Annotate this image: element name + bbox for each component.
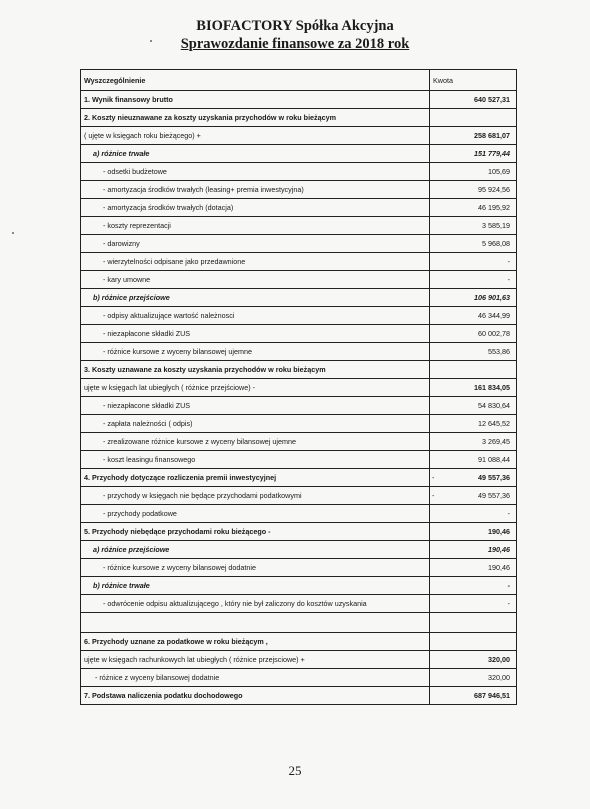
table-row: [81, 505, 517, 523]
row-amount: - 49 557,36: [430, 487, 517, 505]
row-amount: -: [430, 595, 517, 613]
table-row: [81, 651, 517, 669]
table-row: [81, 613, 517, 633]
row-label: ujęte w księgach rachunkowych lat ubiegłych ( różnice przejsciowe) +: [81, 651, 430, 669]
row-amount: 12 645,52: [430, 415, 517, 433]
row-amount: [430, 633, 517, 651]
row-label: - przychody podatkowe: [81, 505, 430, 523]
row-amount: 105,69: [430, 163, 517, 181]
table-row: [81, 163, 517, 181]
row-label: 3. Koszty uznawane za koszty uzyskania przychodów w roku bieżącym: [81, 361, 430, 379]
row-label: b) różnice trwałe: [81, 577, 430, 595]
table-row: [81, 253, 517, 271]
row-label: b) różnice przejściowe: [81, 289, 430, 307]
table-row: [81, 127, 517, 145]
row-label: - zrealizowane różnice kursowe z wyceny bilansowej ujemne: [81, 433, 430, 451]
row-amount: 5 968,08: [430, 235, 517, 253]
row-amount: 46 344,99: [430, 307, 517, 325]
row-label: - niezapłacone składki ZUS: [81, 397, 430, 415]
row-label: 6. Przychody uznane za podatkowe w roku bieżącym ,: [81, 633, 430, 651]
table-row: [81, 669, 517, 687]
row-amount: 151 779,44: [430, 145, 517, 163]
table-row: [81, 217, 517, 235]
document-title: Sprawozdanie finansowe za 2018 rok: [180, 36, 410, 52]
row-label: 7. Podstawa naliczenia podatku dochodowego: [81, 687, 430, 705]
row-amount: 553,86: [430, 343, 517, 361]
row-amount: -: [430, 253, 517, 271]
row-label: - amortyzacja środków trwałych (dotacja): [81, 199, 430, 217]
row-amount: -: [430, 505, 517, 523]
row-label: [81, 613, 430, 633]
row-amount: 3 269,45: [430, 433, 517, 451]
row-label: 4. Przychody dotyczące rozliczenia premii inwestycyjnej: [81, 469, 430, 487]
row-amount: 190,46: [430, 541, 517, 559]
row-amount: - 49 557,36: [430, 469, 517, 487]
column-header-label: Wyszczególnienie: [81, 70, 430, 91]
row-label: - darowizny: [81, 235, 430, 253]
table-row: [81, 235, 517, 253]
scan-speck: [12, 232, 14, 234]
tax-reconciliation-table: [80, 69, 517, 705]
page-number: 25: [288, 763, 302, 778]
row-label: ujęte w księgach lat ubiegłych ( różnice przejściowe) -: [81, 379, 430, 397]
row-amount: [430, 613, 517, 633]
table-row: [81, 109, 517, 127]
row-label: - niezapłacone składki ZUS: [81, 325, 430, 343]
row-amount: [430, 361, 517, 379]
table-row: [81, 91, 517, 109]
table-row: [81, 307, 517, 325]
row-label: - koszty reprezentacji: [81, 217, 430, 235]
table-row: [81, 469, 517, 487]
row-amount: 687 946,51: [430, 687, 517, 705]
row-label: a) różnice przejściowe: [81, 541, 430, 559]
row-amount: [430, 109, 517, 127]
column-header-amount: Kwota: [430, 70, 517, 91]
row-label: - różnice z wyceny bilansowej dodatnie: [81, 669, 430, 687]
table-row: [81, 433, 517, 451]
row-label: - kary umowne: [81, 271, 430, 289]
table-row: [81, 361, 517, 379]
table-row: [81, 415, 517, 433]
table-row: [81, 577, 517, 595]
table-row: [81, 145, 517, 163]
table-row: [81, 289, 517, 307]
row-label: - odwrócenie odpisu aktualizującego , który nie był zaliczony do kosztów uzyskania: [81, 595, 430, 613]
row-amount: 161 834,05: [430, 379, 517, 397]
row-label: 1. Wynik finansowy brutto: [81, 91, 430, 109]
table-row: [81, 451, 517, 469]
table-row: [81, 271, 517, 289]
row-label: - przychody w księgach nie będące przychodami podatkowymi: [81, 487, 430, 505]
row-label: - zapłata należności ( odpis): [81, 415, 430, 433]
row-label: 2. Koszty nieuznawane za koszty uzyskania przychodów w roku bieżącym: [81, 109, 430, 127]
row-label: ( ujęte w księgach roku bieżącego) +: [81, 127, 430, 145]
row-label: 5. Przychody niebędące przychodami roku bieżącego -: [81, 523, 430, 541]
row-amount: -: [430, 577, 517, 595]
row-amount: 54 830,64: [430, 397, 517, 415]
row-label: - amortyzacja środków trwałych (leasing+ premia inwestycyjna): [81, 181, 430, 199]
row-label: - koszt leasingu finansowego: [81, 451, 430, 469]
table-header-row: [81, 70, 517, 91]
row-amount: 46 195,92: [430, 199, 517, 217]
table-row: [81, 199, 517, 217]
row-label: - różnice kursowe z wyceny bilansowej dodatnie: [81, 559, 430, 577]
row-label: - odpisy aktualizujące wartość należnosci: [81, 307, 430, 325]
row-amount: 640 527,31: [430, 91, 517, 109]
table-row: [81, 487, 517, 505]
row-amount: 3 585,19: [430, 217, 517, 235]
company-name: BIOFACTORY Spółka Akcyjna: [196, 18, 394, 34]
row-amount: 190,46: [430, 559, 517, 577]
table-row: [81, 523, 517, 541]
table-row: [81, 633, 517, 651]
table-row: [81, 559, 517, 577]
table-row: [81, 541, 517, 559]
row-label: - różnice kursowe z wyceny bilansowej ujemne: [81, 343, 430, 361]
row-amount: 106 901,63: [430, 289, 517, 307]
row-amount: 258 681,07: [430, 127, 517, 145]
table-row: [81, 595, 517, 613]
row-amount: 320,00: [430, 669, 517, 687]
table-row: [81, 687, 517, 705]
row-label: a) różnice trwałe: [81, 145, 430, 163]
row-amount: 320,00: [430, 651, 517, 669]
table-row: [81, 343, 517, 361]
row-amount: 95 924,56: [430, 181, 517, 199]
table-row: [81, 181, 517, 199]
row-amount: 60 002,78: [430, 325, 517, 343]
row-label: - odsetki budżetowe: [81, 163, 430, 181]
row-amount: 190,46: [430, 523, 517, 541]
row-amount: -: [430, 271, 517, 289]
row-amount: 91 088,44: [430, 451, 517, 469]
table-row: [81, 325, 517, 343]
row-label: - wierzytelności odpisane jako przedawnione: [81, 253, 430, 271]
table-row: [81, 397, 517, 415]
scan-speck: [150, 40, 152, 42]
table-row: [81, 379, 517, 397]
